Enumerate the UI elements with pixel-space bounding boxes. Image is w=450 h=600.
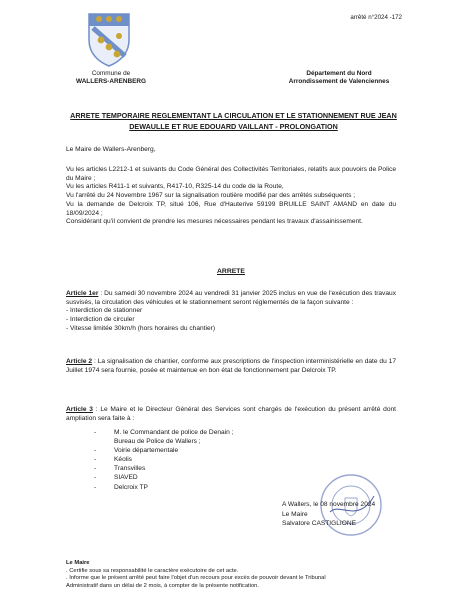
- arrete-number: arrêté n°2024 -172: [350, 14, 402, 21]
- recipient-item: - SIAVED: [94, 473, 324, 482]
- article-1: [66, 290, 396, 334]
- recipient-item: - M. le Commandant de police de Denain ;: [94, 428, 324, 437]
- vu-item: Vu les articles R411-1 et suivants, R417-10, R325-14 du code de la Route,: [66, 183, 284, 191]
- commune-label: Commune de: [91, 70, 131, 77]
- title-line-1: ARRETE TEMPORAIRE REGLEMENTANT LA CIRCULATION ET LE STATIONNEMENT RUE JEAN: [70, 111, 397, 120]
- article-1-label: Article 1er: [66, 290, 99, 297]
- commune-name: WALLERS-ARENBERG: [76, 78, 146, 86]
- recipient-item: - Delcroix TP: [94, 483, 324, 492]
- article-1-item: - Interdiction de circuler: [66, 316, 135, 324]
- article-1-text: : Du samedi 30 novembre 2024 au vendredi 31 janvier 2025 inclus en vue de l'exécution des travaux susvisés, la circulation des véhicules et le stationnement seront réglementés de la façon suivante :: [66, 290, 396, 306]
- article-1-item: - Vitesse limitée 30km/h (hors horaires du chantier): [66, 324, 216, 332]
- article-3-paragraph: [66, 406, 396, 423]
- signature-place-date: A Wallers, le 08 novembre 2024: [282, 501, 376, 508]
- footer-line: Administratif dans un délai de 2 mois, à compter de la présente notification.: [66, 582, 260, 589]
- commune-block: [56, 70, 166, 87]
- vu-considerations: [66, 166, 396, 227]
- recipient-item: - Transvilles: [94, 464, 324, 473]
- arrondissement-name: Arrondissement de Valenciennes: [288, 78, 390, 86]
- commune-crest-logo: [85, 10, 133, 68]
- recipient-item: - Voirie départementale: [94, 446, 324, 455]
- mayor-intro: Le Maire de Wallers-Arenberg,: [66, 146, 156, 153]
- vu-item: Vu l'arrêté du 24 Novembre 1967 sur la signalisation routière modifié par des arrêtés subséquents ;: [66, 192, 356, 200]
- article-1-paragraph: [66, 290, 396, 307]
- footer-title: Le Maire: [66, 560, 90, 566]
- recipient-item: - Kéolis: [94, 455, 324, 464]
- department-block: [264, 70, 414, 87]
- signature-role: Le Maire: [282, 510, 308, 518]
- article-2: [66, 358, 396, 375]
- article-2-paragraph: [66, 358, 396, 375]
- vu-item: Vu la demande de Delcroix TP, situé 106, Rue d'Hauterive 59199 BRUILLE SAINT AMAND en date du 18/09/2024 ;: [66, 200, 396, 217]
- article-1-item: - Interdiction de stationner: [66, 307, 143, 315]
- signature-name: Salvatore CASTIGLIONE: [282, 520, 357, 528]
- footer-notice: [66, 560, 406, 590]
- recipients-list: [94, 428, 324, 492]
- vu-item: Vu les articles L2212-1 et suivants du Code Général des Collectivités Territoriales, relatifs aux pouvoirs de Police du Maire ;: [66, 166, 396, 182]
- article-3-text: : Le Maire et le Directeur Général des Services sont chargés de l'exécution du présent arrêté dont ampliation sera faite à :: [66, 406, 397, 422]
- signature-block: [282, 500, 412, 529]
- arrete-heading: ARRETE: [217, 268, 245, 275]
- article-2-text: : La signalisation de chantier, conforme aux prescriptions de l'inspection interministérielle en date du 17 Juillet 1974 sera fournie, posée et maintenue en bon état de fonctionnement par Delcroix TP.: [66, 358, 396, 374]
- footer-line: . Certifie sous sa responsabilité le caractère exécutoire de cet acte.: [66, 567, 239, 574]
- department-name: Département du Nord: [306, 70, 372, 77]
- document-title: [66, 111, 401, 133]
- footer-line: . Informe que le présent arrêté peut faire l'objet d'un recours pour excès de pouvoir devant le Tribunal: [66, 575, 326, 582]
- recipient-item: Bureau de Police de Wallers ;: [114, 438, 201, 446]
- title-line-2: DEWAULLE ET RUE EDOUARD VAILLANT - PROLONGATION: [129, 121, 338, 131]
- considerant-item: Considérant qu'il convient de prendre les mesures nécessaires pendant les travaux d'assainissement.: [66, 218, 363, 226]
- article-1-list: [66, 307, 396, 333]
- article-3: [66, 406, 396, 423]
- article-2-label: Article 2: [66, 358, 93, 365]
- article-3-label: Article 3: [66, 406, 93, 413]
